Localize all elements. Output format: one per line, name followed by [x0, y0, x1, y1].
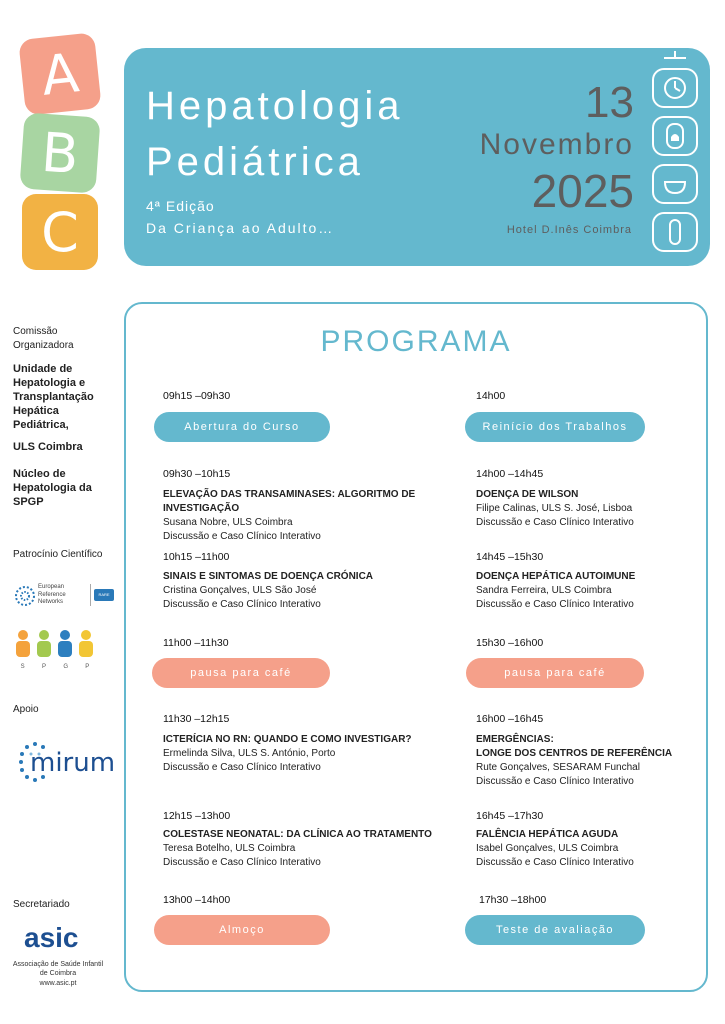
bell-icon: [652, 116, 698, 156]
letter-c: C: [41, 200, 79, 264]
session-note: Discussão e Caso Clínico Interativo: [476, 857, 634, 868]
time-left-7: 13h00 –14h00: [163, 894, 231, 906]
session-left-2: [163, 570, 433, 612]
time-left-6: 12h15 –13h00: [163, 810, 231, 822]
session-title: COLESTASE NEONATAL: DA CLÍNICA AO TRATAMENTO: [163, 829, 432, 840]
session-left-3: [163, 733, 433, 775]
ern-dots-icon: [14, 585, 36, 607]
session-title: DOENÇA HEPÁTICA AUTOIMUNE: [476, 571, 636, 582]
session-title: EMERGÊNCIAS:: [476, 734, 554, 745]
organizer-1-city: ULS Coimbra: [13, 441, 83, 453]
spgp-letter: P: [85, 664, 90, 670]
time-right-5: 16h00 –16h45: [476, 713, 544, 725]
spgp-letter: G: [63, 664, 68, 670]
ern-logo: [14, 583, 114, 609]
session-speaker: Cristina Gonçalves, ULS São José: [163, 585, 317, 596]
session-note: Discussão e Caso Clínico Interativo: [476, 517, 634, 528]
session-speaker: Filipe Calinas, ULS S. José, Lisboa: [476, 503, 633, 514]
session-right-4: [476, 828, 696, 870]
mirum-wordmark: mirum: [30, 748, 116, 778]
asic-wordmark: asic: [24, 922, 79, 953]
session-note: Discussão e Caso Clínico Interativo: [163, 857, 321, 868]
edition: 4ª Edição: [146, 198, 215, 214]
session-speaker: Susana Nobre, ULS Coimbra: [163, 517, 293, 528]
half-moon-icon: [652, 164, 698, 204]
sponsor-label: Patrocínio Científico: [13, 549, 103, 560]
opening-pill: Abertura do Curso: [154, 412, 330, 442]
ern-text: European Reference Networks: [38, 584, 66, 605]
spgp-figures-icon: [12, 628, 98, 662]
time-right-3: 14h45 –15h30: [476, 551, 544, 563]
event-year: 2025: [531, 165, 634, 217]
letter-block-b: [19, 112, 100, 193]
session-note: Discussão e Caso Clínico Interativo: [163, 599, 321, 610]
session-note: Discussão e Caso Clínico Interativo: [476, 776, 634, 787]
time-right-7: 17h30 –18h00: [479, 894, 547, 906]
secretariat-label: Secretariado: [13, 899, 70, 910]
session-title: ELEVAÇÃO DAS TRANSAMINASES: ALGORITMO DE INVESTIGAÇÃO: [163, 489, 416, 514]
time-left-5: 11h30 –12h15: [163, 713, 230, 725]
organizer-2: Núcleo de Hepatologia da SPGP: [13, 468, 92, 508]
letter-block-a: [18, 32, 102, 116]
time-right-4: 15h30 –16h00: [476, 637, 544, 649]
session-right-2: [476, 570, 696, 612]
event-venue: Hotel D.Inês Coimbra: [506, 224, 632, 236]
session-left-1: [163, 488, 433, 544]
commission-label: Comissão Organizadora: [13, 326, 74, 351]
coffee-break-pill: pausa para café: [152, 658, 330, 688]
time-right-6: 16h45 –17h30: [476, 810, 544, 822]
session-speaker: Teresa Botelho, ULS Coimbra: [163, 843, 296, 854]
spgp-letter: S: [20, 664, 25, 670]
title-line-1: Hepatologia: [146, 84, 404, 128]
session-note: Discussão e Caso Clínico Interativo: [476, 599, 634, 610]
support-label: Apoio: [13, 704, 39, 715]
subtitle: Da Criança ao Adulto…: [146, 220, 335, 236]
session-speaker: Sandra Ferreira, ULS Coimbra: [476, 585, 612, 596]
letter-a: A: [38, 40, 82, 108]
session-title: SINAIS E SINTOMAS DE DOENÇA CRÓNICA: [163, 571, 374, 582]
session-title-line-2: LONGE DOS CENTROS DE REFERÊNCIA: [476, 748, 673, 759]
rare-liver-badge: RARE LIVER: [94, 589, 114, 601]
time-right-2: 14h00 –14h45: [476, 468, 544, 480]
title-line-2: Pediátrica: [146, 140, 364, 184]
session-right-3: [476, 733, 701, 789]
mirum-logo: [18, 740, 118, 784]
session-speaker: Rute Gonçalves, SESARAM Funchal: [476, 762, 640, 773]
session-speaker: Isabel Gonçalves, ULS Coimbra: [476, 843, 619, 854]
session-title: FALÊNCIA HEPÁTICA AGUDA: [476, 829, 619, 840]
restart-pill: Reinício dos Trabalhos: [465, 412, 645, 442]
ern-divider: [90, 584, 91, 606]
session-note: Discussão e Caso Clínico Interativo: [163, 531, 321, 542]
session-note: Discussão e Caso Clínico Interativo: [163, 762, 321, 773]
evaluation-pill: Teste de avaliação: [465, 915, 645, 945]
time-right-1: 14h00: [476, 390, 506, 402]
organizer-1: Unidade de Hepatologia e Transplantação Hepática Pediátrica,: [13, 363, 94, 431]
program-title: PROGRAMA: [320, 325, 512, 358]
letter-b: B: [39, 120, 81, 186]
time-left-1: 09h15 –09h30: [163, 390, 231, 402]
capsule-icon: [652, 212, 698, 252]
asic-url: www.asic.pt: [39, 980, 77, 987]
header-banner: [124, 48, 710, 266]
lunch-pill: Almoço: [154, 915, 330, 945]
spgp-letters: [12, 664, 98, 670]
event-month: Novembro: [479, 128, 634, 161]
session-title: DOENÇA DE WILSON: [476, 489, 579, 500]
asic-name: Associação de Saúde Infantil de Coimbra: [12, 961, 104, 977]
spgp-logo: [12, 628, 98, 674]
time-left-3: 10h15 –11h00: [163, 551, 230, 563]
time-left-4: 11h00 –11h30: [163, 637, 229, 649]
coffee-break-pill: pausa para café: [466, 658, 644, 688]
time-left-2: 09h30 –10h15: [163, 468, 231, 480]
session-left-4: [163, 828, 448, 870]
session-speaker: Ermelinda Silva, ULS S. António, Porto: [163, 748, 336, 759]
event-day: 13: [585, 78, 634, 127]
antenna-line: [674, 51, 676, 59]
session-title: ICTERÍCIA NO RN: QUANDO E COMO INVESTIGAR?: [163, 734, 412, 745]
spgp-letter: P: [41, 664, 46, 670]
clock-icon: [652, 68, 698, 108]
letter-block-c: [22, 194, 98, 270]
session-right-1: [476, 488, 696, 530]
